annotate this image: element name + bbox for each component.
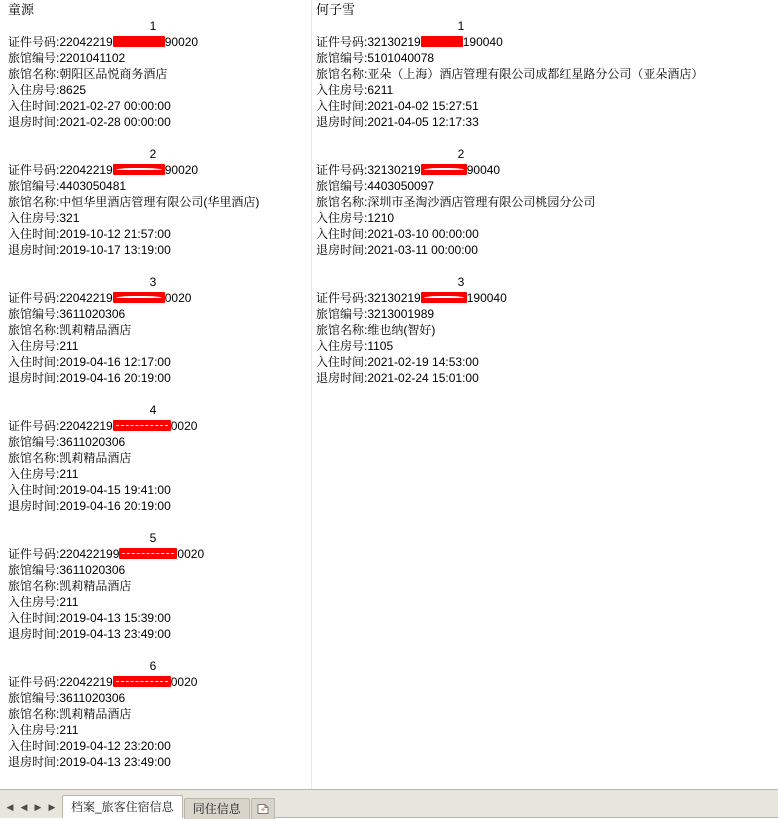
redaction-mark — [421, 292, 467, 303]
field-value: 2019-04-13 15:39:00 — [59, 611, 171, 625]
field-label: 入住房号: — [8, 339, 60, 353]
field-value: 2019-04-13 23:49:00 — [59, 627, 171, 641]
field-label: 证件号码: — [8, 675, 60, 689]
field-value-prefix: 22042219 — [59, 675, 113, 689]
field-label: 旅馆名称: — [8, 195, 60, 209]
field-value: 2021-02-27 00:00:00 — [59, 99, 171, 113]
field-value: 维也纳(智好) — [367, 323, 436, 337]
field-value-suffix: 90020 — [164, 35, 199, 49]
person-name: 童源 — [8, 2, 35, 17]
field-value: 3611020306 — [59, 691, 126, 705]
record-field[interactable] — [8, 706, 314, 722]
redaction-mark — [421, 164, 467, 175]
record-field[interactable] — [8, 418, 314, 434]
field-value: 2021-04-02 15:27:51 — [367, 99, 479, 113]
field-value: 2021-02-19 14:53:00 — [367, 355, 479, 369]
field-value: 2019-04-16 12:17:00 — [59, 355, 171, 369]
field-label: 入住时间: — [8, 227, 60, 241]
field-label: 旅馆名称: — [8, 707, 60, 721]
field-label: 退房时间: — [316, 371, 368, 385]
field-label: 旅馆名称: — [8, 67, 60, 81]
record-field[interactable] — [316, 290, 622, 306]
field-value: 6211 — [367, 83, 394, 97]
record-field[interactable] — [316, 322, 622, 338]
field-label: 证件号码: — [8, 35, 60, 49]
record-index: 6 — [149, 659, 157, 673]
record-field[interactable] — [8, 498, 314, 514]
record-field[interactable] — [316, 226, 622, 242]
field-label: 旅馆编号: — [8, 51, 60, 65]
record-spacer — [8, 258, 314, 274]
record-field[interactable] — [8, 242, 314, 258]
field-value: 凯莉精品酒店 — [59, 707, 132, 721]
record-field[interactable] — [8, 82, 314, 98]
sheet-tab-cohabit[interactable]: 同住信息 — [184, 798, 250, 819]
record-spacer — [8, 514, 314, 530]
field-label: 旅馆名称: — [8, 579, 60, 593]
field-label: 入住时间: — [8, 739, 60, 753]
record-field[interactable] — [316, 306, 622, 322]
redaction-mark — [113, 676, 171, 687]
field-value: 2019-04-15 19:41:00 — [59, 483, 171, 497]
redaction-mark — [119, 548, 177, 559]
field-label: 旅馆编号: — [8, 691, 60, 705]
field-label: 退房时间: — [8, 627, 60, 641]
record-spacer — [8, 130, 314, 146]
field-value-prefix: 32130219 — [367, 291, 421, 305]
field-label: 旅馆编号: — [8, 307, 60, 321]
field-label: 入住房号: — [8, 467, 60, 481]
field-label: 旅馆编号: — [8, 563, 60, 577]
record-field[interactable] — [316, 354, 622, 370]
field-label: 入住时间: — [8, 99, 60, 113]
field-label: 旅馆编号: — [316, 179, 368, 193]
field-label: 旅馆名称: — [316, 67, 368, 81]
field-value: 4403050481 — [59, 179, 127, 193]
record-spacer — [316, 130, 622, 146]
field-value: 3213001989 — [367, 307, 435, 321]
record-field[interactable] — [8, 178, 314, 194]
field-label: 证件号码: — [8, 163, 60, 177]
field-value: 凯莉精品酒店 — [59, 579, 132, 593]
field-label: 入住房号: — [8, 595, 60, 609]
field-label: 证件号码: — [316, 291, 368, 305]
field-label: 入住时间: — [316, 99, 368, 113]
field-label: 旅馆编号: — [316, 51, 368, 65]
field-value-prefix: 22042219 — [59, 163, 113, 177]
field-label: 旅馆名称: — [316, 323, 368, 337]
record-field[interactable] — [316, 210, 622, 226]
record-spacer — [8, 386, 314, 402]
field-value: 8625 — [59, 83, 87, 97]
field-label: 旅馆名称: — [8, 451, 60, 465]
field-value-suffix: 0020 — [170, 675, 198, 689]
field-label: 退房时间: — [8, 499, 60, 513]
first-sheet-icon[interactable]: ◀ — [6, 801, 14, 812]
record-field[interactable] — [8, 226, 314, 242]
record-index: 3 — [149, 275, 157, 289]
field-label: 退房时间: — [316, 243, 368, 257]
record-field[interactable] — [8, 66, 314, 82]
record-field[interactable] — [8, 578, 314, 594]
field-value: 2021-02-28 00:00:00 — [59, 115, 171, 129]
prev-sheet-icon[interactable]: ◀ — [20, 801, 28, 812]
record-field[interactable] — [8, 754, 314, 770]
field-value: 2019-04-16 20:19:00 — [59, 371, 171, 385]
field-value: 2019-04-13 23:49:00 — [59, 755, 171, 769]
field-value-prefix: 220422199 — [59, 547, 120, 561]
record-spacer — [8, 642, 314, 658]
record-field[interactable] — [8, 162, 314, 178]
redaction-mark — [113, 292, 165, 303]
last-sheet-icon[interactable]: ▶ — [48, 801, 56, 812]
redaction-mark — [113, 420, 171, 431]
sheet-tab-archive[interactable]: 档案_旅客住宿信息 — [62, 795, 183, 818]
record-index: 2 — [457, 147, 465, 161]
add-sheet-icon[interactable] — [251, 798, 275, 819]
record-field[interactable] — [8, 610, 314, 626]
record-field[interactable] — [316, 242, 622, 258]
field-label: 入住房号: — [316, 83, 368, 97]
redaction-mark — [113, 36, 165, 47]
tab-bar-filler — [275, 795, 778, 818]
record-index: 2 — [149, 147, 157, 161]
field-label: 旅馆编号: — [8, 179, 60, 193]
field-label: 退房时间: — [8, 755, 60, 769]
field-label: 入住时间: — [316, 355, 368, 369]
field-label: 证件号码: — [8, 419, 60, 433]
field-value: 凯莉精品酒店 — [59, 451, 132, 465]
field-value-suffix: 90040 — [466, 163, 501, 177]
field-label: 入住时间: — [8, 611, 60, 625]
field-label: 退房时间: — [316, 115, 368, 129]
field-label: 退房时间: — [8, 115, 60, 129]
record-field[interactable] — [8, 306, 314, 322]
field-value-prefix: 32130219 — [367, 35, 421, 49]
field-label: 入住房号: — [316, 339, 368, 353]
record-field[interactable] — [8, 466, 314, 482]
field-value-prefix: 22042219 — [59, 291, 113, 305]
record-field[interactable] — [316, 98, 622, 114]
field-value-prefix: 32130219 — [367, 163, 421, 177]
record-field[interactable] — [316, 194, 622, 210]
field-label: 旅馆名称: — [316, 195, 368, 209]
record-field[interactable] — [316, 34, 622, 50]
field-value: 凯莉精品酒店 — [59, 323, 132, 337]
field-value: 5101040078 — [367, 51, 435, 65]
record-field[interactable] — [316, 370, 622, 386]
record-field[interactable] — [316, 338, 622, 354]
field-value-suffix: 0020 — [164, 291, 192, 305]
record-field[interactable] — [8, 50, 314, 66]
field-value: 4403050097 — [367, 179, 435, 193]
field-value: 1105 — [367, 339, 394, 353]
record-field[interactable] — [8, 322, 314, 338]
field-value: 深圳市圣淘沙酒店管理有限公司桃园分公司 — [367, 195, 596, 209]
record-field[interactable] — [316, 82, 622, 98]
record-index: 4 — [149, 403, 157, 417]
field-label: 入住房号: — [8, 83, 60, 97]
redaction-mark — [421, 36, 463, 47]
record-field[interactable] — [8, 738, 314, 754]
person-name: 何子雪 — [316, 2, 356, 17]
field-value-prefix: 22042219 — [59, 35, 113, 49]
field-label: 入住房号: — [8, 723, 60, 737]
record-field[interactable] — [8, 482, 314, 498]
field-value: 3611020306 — [59, 563, 126, 577]
field-value: 2019-10-12 21:57:00 — [59, 227, 171, 241]
field-value: 2021-03-11 00:00:00 — [367, 243, 478, 257]
record-field[interactable] — [8, 114, 314, 130]
record-index: 1 — [457, 19, 465, 33]
record-spacer — [316, 258, 622, 274]
field-value: 2021-02-24 15:01:00 — [367, 371, 479, 385]
record-index: 5 — [149, 531, 157, 545]
field-value: 211 — [59, 595, 79, 609]
field-label: 旅馆编号: — [316, 307, 368, 321]
field-value: 3611020306 — [59, 307, 126, 321]
record-spacer — [8, 770, 314, 786]
field-value: 2019-04-12 23:20:00 — [59, 739, 171, 753]
column-person-1 — [8, 0, 314, 786]
field-value: 2021-04-05 12:17:33 — [367, 115, 479, 129]
record-field[interactable] — [316, 178, 622, 194]
field-label: 旅馆编号: — [8, 435, 60, 449]
field-label: 证件号码: — [8, 547, 60, 561]
field-value: 1210 — [367, 211, 395, 225]
field-value: 211 — [59, 339, 79, 353]
field-value: 2201041102 — [59, 51, 126, 65]
field-label: 旅馆名称: — [8, 323, 60, 337]
field-value-suffix: 90020 — [164, 163, 199, 177]
field-value: 2019-10-17 13:19:00 — [59, 243, 171, 257]
record-field[interactable] — [8, 194, 314, 210]
record-field[interactable] — [8, 594, 314, 610]
record-field[interactable] — [316, 114, 622, 130]
record-field[interactable] — [8, 690, 314, 706]
record-field[interactable] — [8, 34, 314, 50]
record-field[interactable] — [8, 210, 314, 226]
record-field[interactable] — [8, 562, 314, 578]
record-field[interactable] — [8, 722, 314, 738]
field-value: 321 — [59, 211, 80, 225]
column-person-2 — [316, 0, 704, 402]
field-value: 2019-04-16 20:19:00 — [59, 499, 171, 513]
field-value-suffix: 190040 — [466, 291, 507, 305]
sheet-nav-buttons[interactable] — [0, 796, 62, 818]
field-value-suffix: 190040 — [462, 35, 503, 49]
field-value: 2021-03-10 00:00:00 — [367, 227, 479, 241]
record-field[interactable] — [8, 674, 314, 690]
field-value: 亚朵（上海）酒店管理有限公司成都红星路分公司（亚朵酒店） — [367, 67, 704, 81]
record-field[interactable] — [8, 290, 314, 306]
redaction-mark — [113, 164, 165, 175]
field-value-prefix: 22042219 — [59, 419, 113, 433]
next-sheet-icon[interactable]: ▶ — [34, 801, 42, 812]
field-label: 入住时间: — [316, 227, 368, 241]
field-label: 入住时间: — [8, 355, 60, 369]
record-field[interactable] — [8, 546, 314, 562]
record-field[interactable] — [316, 162, 622, 178]
field-value-suffix: 0020 — [177, 547, 205, 561]
field-label: 证件号码: — [316, 163, 368, 177]
field-label: 退房时间: — [8, 371, 60, 385]
field-label: 入住时间: — [8, 483, 60, 497]
record-index: 1 — [149, 19, 157, 33]
record-field[interactable] — [8, 98, 314, 114]
field-value: 211 — [59, 467, 79, 481]
record-field[interactable] — [316, 66, 704, 82]
record-field[interactable] — [8, 450, 314, 466]
record-field[interactable] — [8, 434, 314, 450]
record-field[interactable] — [8, 354, 314, 370]
sheet-tab-bar[interactable] — [0, 789, 778, 818]
record-field[interactable] — [316, 50, 622, 66]
field-label: 退房时间: — [8, 243, 60, 257]
field-value: 3611020306 — [59, 435, 126, 449]
record-field[interactable] — [8, 370, 314, 386]
record-spacer — [316, 386, 622, 402]
field-label: 入住房号: — [316, 211, 368, 225]
record-field[interactable] — [8, 338, 314, 354]
field-label: 证件号码: — [316, 35, 368, 49]
field-label: 入住房号: — [8, 211, 60, 225]
field-value: 中恒华里酒店管理有限公司(华里酒店) — [59, 195, 260, 209]
record-index: 3 — [457, 275, 465, 289]
field-value-suffix: 0020 — [170, 419, 198, 433]
field-value: 朝阳区品悦商务酒店 — [59, 67, 168, 81]
record-field[interactable] — [8, 626, 314, 642]
field-label: 证件号码: — [8, 291, 60, 305]
field-value: 211 — [59, 723, 79, 737]
